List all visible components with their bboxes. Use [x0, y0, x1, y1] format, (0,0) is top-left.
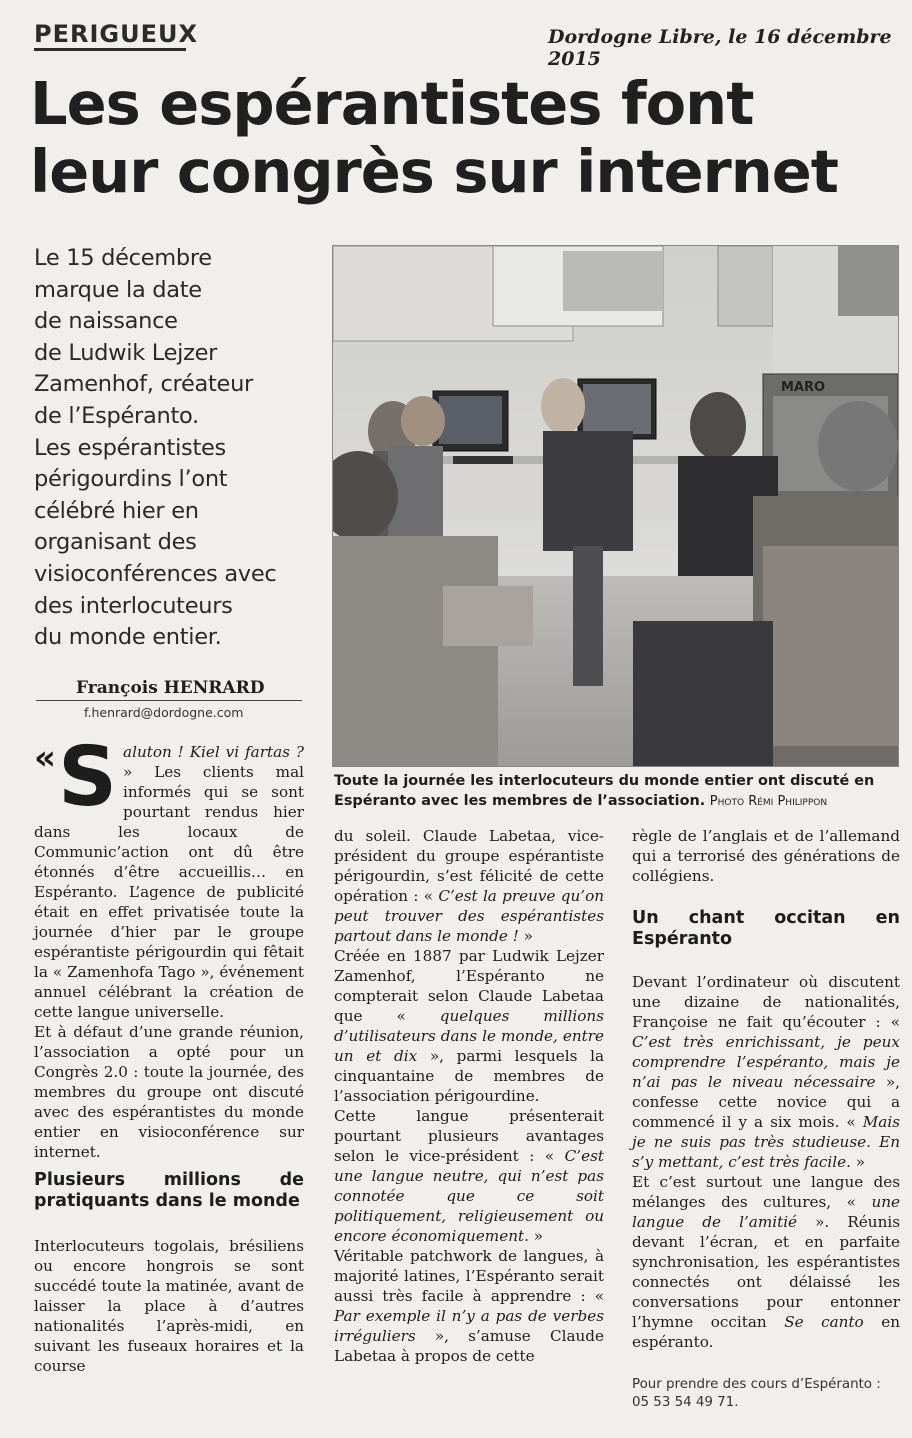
headline-line-2: leur congrès sur internet — [30, 137, 838, 206]
column-3 — [632, 826, 900, 1412]
intro-line: Zamenhof, créateur — [34, 371, 254, 398]
col1-paragraph-3: Interlocuteurs togolais, brésiliens ou encore hongrois se sont succédé toute la matinée, avant de laisser la place à d’autres nationalités l’après-midi, en suivant les fuseaux horaires et la course — [34, 1237, 304, 1375]
intro-line: visioconférences avec — [34, 560, 277, 587]
col2-p3-text: Cette langue présenterait pourtant plusieurs avantages selon le vice-président : « — [334, 1107, 604, 1165]
col2-p3-quote: C’est une langue neutre, qui n’est pas connotée que ce soit politiquement, religieusement ou encore économiquement. — [334, 1147, 604, 1245]
col2-p2-close: », parmi lesquels la cinquantaine de membres de l’association périgourdine. — [334, 1047, 604, 1105]
intro-line: des interlocuteurs — [34, 592, 233, 619]
photo-credit: Photo Rémi Philippon — [709, 794, 828, 809]
author-name: François HENRARD — [76, 678, 265, 698]
subhead-1: Plusieurs millions de pratiquants dans le monde — [34, 1170, 304, 1211]
caption-text: Toute la journée les interlocuteurs du monde entier ont discuté en Espéranto avec les membres de l’association. — [334, 773, 875, 809]
section-label: PERIGUEUX — [34, 20, 198, 48]
byline-divider — [36, 700, 302, 701]
col2-paragraph-3 — [334, 1106, 604, 1246]
col3-p3-close: en espéranto. — [632, 1313, 900, 1351]
author-email: f.henrard@dordogne.com — [84, 705, 244, 720]
col3-p2-quote: C’est très enrichissant, je peux comprendre l’espéranto, mais je n’ai pas le niveau nécessaire — [632, 1033, 900, 1091]
headline-line-1: Les espérantistes font — [30, 69, 754, 138]
col3-p3-mid: ». Réunis devant l’écran, et en parfaite synchronisation, les espérantistes connectés ont délaissé les conversations pour entonner l’hymne occitan — [632, 1213, 900, 1331]
col2-p4-close: », s’amuse Claude Labetaa à propos de cette — [334, 1327, 604, 1365]
contact-box — [632, 1376, 900, 1412]
col3-p2-text: Devant l’ordinateur où discutent une dizaine de nationalités, Françoise ne fait qu’écouter : « — [632, 973, 900, 1031]
col2-p1-quote: C’est la preuve qu’on peut trouver des espérantistes partout dans le monde ! — [334, 887, 604, 945]
col1-p1-text: » Les clients mal informés qui se sont pourtant rendus hier dans les locaux de Communic’action ont dû être étonnés d’être accueillis… en Espéranto. L’agence de publicité était en effet privatisée toute la journée d’hier par le groupe espérantiste périgourdin qui fêtait la « Zamenhofa Tago », événement annuel célébrant la création de cette langue universelle. — [34, 763, 304, 1021]
col3-p3-quote: une langue de l’amitié — [632, 1193, 900, 1231]
col2-paragraph-4 — [334, 1246, 604, 1366]
open-quote: « — [34, 738, 56, 778]
col2-paragraph-1 — [334, 826, 604, 946]
intro-line: de Ludwik Lejzer — [34, 339, 218, 366]
col3-paragraph-3 — [632, 1172, 900, 1352]
intro-line: périgourdins l’ont — [34, 466, 228, 493]
col3-paragraph-2 — [632, 972, 900, 1172]
photo-illustration — [333, 246, 898, 766]
col2-p3-close: » — [528, 1227, 544, 1245]
intro-paragraph — [34, 243, 324, 654]
col2-p1-close: » — [518, 927, 533, 945]
intro-line: Les espérantistes — [34, 434, 226, 461]
photo-caption — [334, 771, 900, 812]
subhead-2: Un chant occitan en Espéranto — [632, 908, 900, 949]
headline — [30, 70, 890, 206]
col1-paragraph-1 — [34, 730, 304, 1022]
intro-line: célébré hier en — [34, 497, 199, 524]
col2-p2-quote: quelques millions d’utilisateurs dans le monde, entre un et dix — [334, 1007, 604, 1065]
intro-line: marque la date — [34, 276, 202, 303]
col2-p1-text: du soleil. Claude Labetaa, vice-président du groupe espérantiste périgourdin, s’est félicité de cette opération : « — [334, 827, 604, 905]
col3-p3-text: Et c’est surtout une langue des mélanges des cultures, « — [632, 1173, 900, 1211]
song-title: Se canto — [784, 1313, 864, 1331]
column-2 — [334, 826, 604, 1366]
col2-paragraph-2 — [334, 946, 604, 1106]
poster-text: MARO — [781, 380, 826, 395]
intro-line: de naissance — [34, 308, 178, 335]
column-1 — [34, 730, 304, 1376]
contact-phone: 05 53 54 49 71. — [632, 1395, 739, 1410]
col1-paragraph-2: Et à défaut d’une grande réunion, l’association a opté pour un Congrès 2.0 : toute la journée, des membres du groupe ont discuté avec des espérantistes du monde entier en visioconférence sur internet. — [34, 1023, 304, 1161]
col2-p4-quote: Par exemple il n’y a pas de verbes irréguliers — [334, 1307, 604, 1345]
col3-p2-quote-2: Mais je ne suis pas très studieuse. En s’y mettant, c’est très facile. — [632, 1113, 900, 1171]
intro-line: de l’Espéranto. — [34, 402, 199, 429]
intro-line: du monde entier. — [34, 624, 222, 651]
intro-line: organisant des — [34, 529, 197, 556]
contact-label: Pour prendre des cours d’Espéranto : — [632, 1377, 881, 1392]
col3-paragraph-1: règle de l’anglais et de l’allemand qui a terrorisé des générations de collégiens. — [632, 827, 900, 885]
section-underline — [34, 48, 186, 51]
col2-p4-text: Véritable patchwork de langues, à majorité latines, l’Espéranto serait aussi très facile à apprendre : « — [334, 1247, 604, 1305]
col2-p2-text: Créée en 1887 par Ludwik Lejzer Zamenhof, l’Espéranto ne compterait selon Claude Labetaa que « — [334, 947, 604, 1025]
col1-greeting: aluton ! Kiel vi fartas ? — [123, 743, 304, 761]
col3-p2-mid: », confesse cette novice qui a commencé il y a six mois. « — [632, 1073, 900, 1131]
intro-line: Le 15 décembre — [34, 245, 212, 271]
dropcap: S — [57, 730, 118, 825]
dateline: Dordogne Libre, le 16 décembre 2015 — [548, 26, 892, 70]
col3-p2-close: » — [850, 1153, 866, 1171]
article-photo — [332, 245, 899, 767]
